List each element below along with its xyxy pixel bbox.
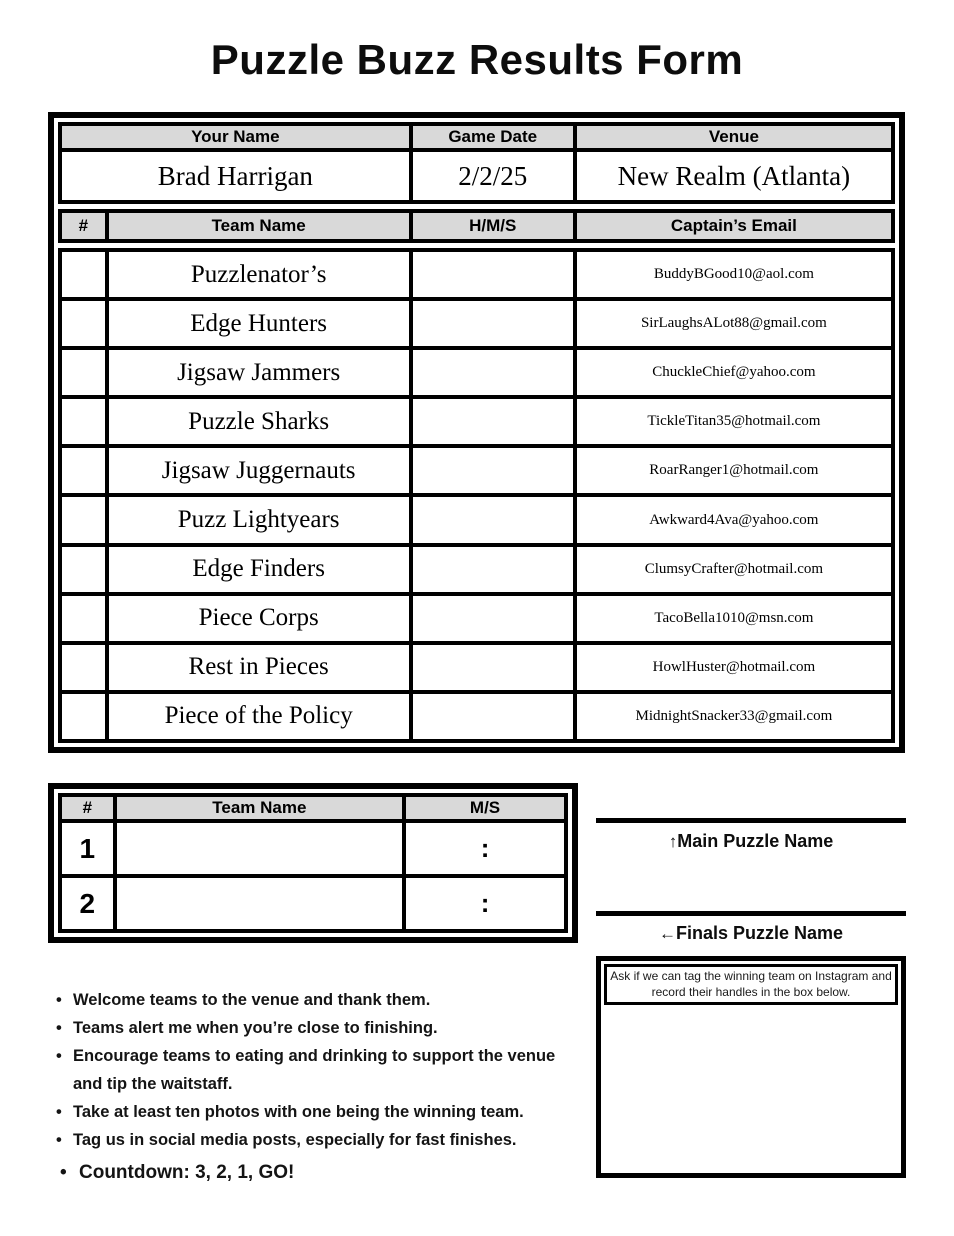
team-hms-cell[interactable] bbox=[411, 495, 575, 544]
your-name-header: Your Name bbox=[60, 124, 411, 150]
roster-table-frame bbox=[48, 112, 905, 753]
checklist-item: • Take at least ten photos with one being the winning team. bbox=[54, 1098, 566, 1126]
winner-row bbox=[60, 876, 566, 931]
team-number-cell[interactable] bbox=[60, 692, 107, 741]
team-hms-cell[interactable] bbox=[411, 446, 575, 495]
team-name-cell: Jigsaw Jammers bbox=[107, 348, 411, 397]
checklist-item: • Welcome teams to the venue and thank them. bbox=[54, 986, 566, 1014]
team-row bbox=[60, 594, 893, 643]
game-date-header: Game Date bbox=[411, 124, 575, 150]
winners-header-row bbox=[60, 795, 566, 821]
teams-header-row bbox=[60, 211, 893, 241]
team-number-cell[interactable] bbox=[60, 545, 107, 594]
team-row bbox=[60, 446, 893, 495]
team-name-cell: Edge Finders bbox=[107, 545, 411, 594]
team-number-cell[interactable] bbox=[60, 594, 107, 643]
winner-team-name-cell[interactable] bbox=[115, 876, 404, 931]
winner-ms-cell[interactable]: : bbox=[404, 876, 566, 931]
team-number-cell[interactable] bbox=[60, 495, 107, 544]
team-name-cell: Edge Hunters bbox=[107, 299, 411, 348]
team-row bbox=[60, 545, 893, 594]
host-checklist bbox=[54, 986, 566, 1190]
team-name-cell: Puzzle Sharks bbox=[107, 397, 411, 446]
your-name-field: Brad Harrigan bbox=[60, 150, 411, 202]
instagram-note: Ask if we can tag the winning team on Instagram and record their handles in the box below. bbox=[604, 964, 898, 1005]
checklist-item: • Tag us in social media posts, especially for fast finishes. bbox=[54, 1126, 566, 1154]
team-row bbox=[60, 643, 893, 692]
team-number-cell[interactable] bbox=[60, 643, 107, 692]
hms-header: H/M/S bbox=[411, 211, 575, 241]
team-name-cell: Puzzlenator’s bbox=[107, 250, 411, 299]
captain-email-cell: ChuckleChief@yahoo.com bbox=[575, 348, 893, 397]
finals-puzzle-name-text: Finals Puzzle Name bbox=[675, 923, 844, 943]
winner-rank-cell: 1 bbox=[60, 821, 115, 876]
captain-email-cell: HowlHuster@hotmail.com bbox=[575, 643, 893, 692]
team-row bbox=[60, 495, 893, 544]
venue-header: Venue bbox=[575, 124, 893, 150]
captain-email-cell: TacoBella1010@msn.com bbox=[575, 594, 893, 643]
winner-team-name-cell[interactable] bbox=[115, 821, 404, 876]
winner-ms-cell[interactable]: : bbox=[404, 821, 566, 876]
venue-field: New Realm (Atlanta) bbox=[575, 150, 893, 202]
team-row bbox=[60, 299, 893, 348]
winners-table bbox=[58, 793, 568, 933]
team-name-cell: Rest in Pieces bbox=[107, 643, 411, 692]
team-hms-cell[interactable] bbox=[411, 299, 575, 348]
teams-table bbox=[58, 248, 895, 743]
team-name-cell: Puzz Lightyears bbox=[107, 495, 411, 544]
captain-email-cell: Awkward4Ava@yahoo.com bbox=[575, 495, 893, 544]
captain-email-cell: ClumsyCrafter@hotmail.com bbox=[575, 545, 893, 594]
team-hms-cell[interactable] bbox=[411, 692, 575, 741]
team-row bbox=[60, 348, 893, 397]
team-number-cell[interactable] bbox=[60, 397, 107, 446]
rank-header: # bbox=[60, 795, 115, 821]
team-name-cell: Piece Corps bbox=[107, 594, 411, 643]
team-hms-cell[interactable] bbox=[411, 348, 575, 397]
team-row bbox=[60, 397, 893, 446]
checklist-item-countdown: • Countdown: 3, 2, 1, GO! bbox=[54, 1157, 566, 1189]
team-number-cell[interactable] bbox=[60, 348, 107, 397]
checklist-item: • Encourage teams to eating and drinking to support the venue and tip the waitstaff. bbox=[54, 1042, 566, 1098]
up-arrow-icon: ↑ bbox=[668, 832, 678, 851]
captain-email-cell: SirLaughsALot88@gmail.com bbox=[575, 299, 893, 348]
number-header: # bbox=[60, 211, 107, 241]
winner-rank-cell: 2 bbox=[60, 876, 115, 931]
finals-puzzle-name-line[interactable] bbox=[596, 911, 906, 916]
captain-email-cell: RoarRanger1@hotmail.com bbox=[575, 446, 893, 495]
main-puzzle-name-text: Main Puzzle Name bbox=[677, 831, 834, 851]
captain-email-header: Captain’s Email bbox=[575, 211, 893, 241]
instagram-handles-box[interactable] bbox=[604, 1005, 898, 1170]
main-puzzle-name-line[interactable] bbox=[596, 818, 906, 823]
team-hms-cell[interactable] bbox=[411, 250, 575, 299]
info-header-row bbox=[60, 124, 893, 150]
team-number-cell[interactable] bbox=[60, 250, 107, 299]
main-puzzle-name-label bbox=[596, 831, 906, 852]
team-number-cell[interactable] bbox=[60, 446, 107, 495]
checklist-item: • Teams alert me when you’re close to finishing. bbox=[54, 1014, 566, 1042]
finals-puzzle-name-label bbox=[596, 923, 906, 944]
info-value-row bbox=[60, 150, 893, 202]
winners-table-frame bbox=[48, 783, 578, 943]
ms-header: M/S bbox=[404, 795, 566, 821]
team-hms-cell[interactable] bbox=[411, 643, 575, 692]
team-hms-cell[interactable] bbox=[411, 594, 575, 643]
captain-email-cell: MidnightSnacker33@gmail.com bbox=[575, 692, 893, 741]
team-row bbox=[60, 250, 893, 299]
game-date-field: 2/2/25 bbox=[411, 150, 575, 202]
team-number-cell[interactable] bbox=[60, 299, 107, 348]
instagram-box bbox=[596, 956, 906, 1178]
winner-team-name-header: Team Name bbox=[115, 795, 404, 821]
team-hms-cell[interactable] bbox=[411, 397, 575, 446]
winner-row bbox=[60, 821, 566, 876]
teams-header-table bbox=[58, 209, 895, 243]
team-name-cell: Jigsaw Juggernauts bbox=[107, 446, 411, 495]
team-name-header: Team Name bbox=[107, 211, 411, 241]
info-table bbox=[58, 122, 895, 204]
team-hms-cell[interactable] bbox=[411, 545, 575, 594]
page-title: Puzzle Buzz Results Form bbox=[210, 36, 744, 83]
left-arrow-icon: ← bbox=[658, 924, 676, 943]
captain-email-cell: BuddyBGood10@aol.com bbox=[575, 250, 893, 299]
team-row bbox=[60, 692, 893, 741]
captain-email-cell: TickleTitan35@hotmail.com bbox=[575, 397, 893, 446]
team-name-cell: Piece of the Policy bbox=[107, 692, 411, 741]
